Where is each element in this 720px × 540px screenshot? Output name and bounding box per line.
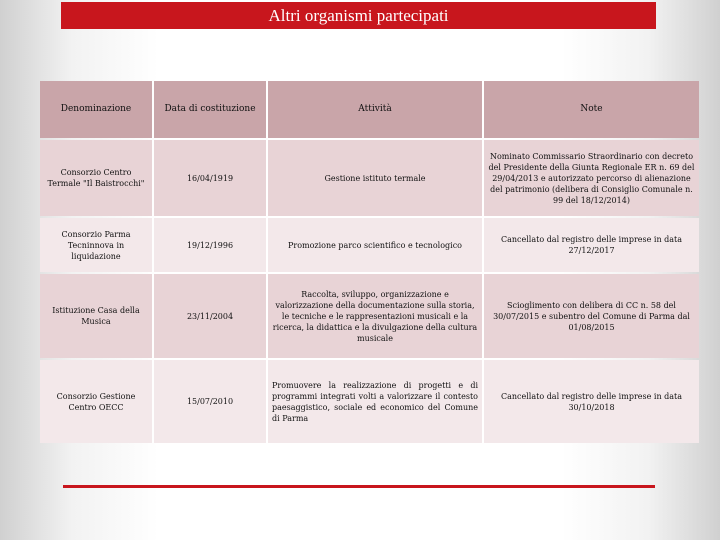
header-note: Note <box>484 81 699 138</box>
table-header-row <box>40 81 699 138</box>
table-row <box>40 140 699 216</box>
header-attivita: Attività <box>268 81 482 138</box>
organismi-table <box>38 79 701 445</box>
cell-attivita: Raccolta, sviluppo, organizzazione e valorizzazione della documentazione sulla storia, le tecniche e le rappresentazioni musicali e la ricerca, la didattica e la divulgazione della cultura musicale <box>268 274 482 358</box>
cell-note: Cancellato dal registro delle imprese in data 27/12/2017 <box>484 218 699 272</box>
page-title: Altri organismi partecipati <box>61 2 656 29</box>
table-row <box>40 274 699 358</box>
cell-denominazione: Consorzio Centro Termale "Il Baistrocchi" <box>40 140 152 216</box>
cell-denominazione: Consorzio Parma Tecninnova in liquidazione <box>40 218 152 272</box>
cell-attivita: Promuovere la realizzazione di progetti e di programmi integrati volti a valorizzare il contesto paesaggistico, sociale ed economico del Comune di Parma <box>268 360 482 443</box>
table-row <box>40 218 699 272</box>
cell-attivita: Gestione istituto termale <box>268 140 482 216</box>
cell-denominazione: Consorzio Gestione Centro OECC <box>40 360 152 443</box>
cell-attivita: Promozione parco scientifico e tecnologico <box>268 218 482 272</box>
cell-data: 16/04/1919 <box>154 140 266 216</box>
header-data-costituzione: Data di costituzione <box>154 81 266 138</box>
cell-data: 23/11/2004 <box>154 274 266 358</box>
cell-data: 19/12/1996 <box>154 218 266 272</box>
cell-note: Scioglimento con delibera di CC n. 58 del 30/07/2015 e subentro del Comune di Parma dal 01/08/2015 <box>484 274 699 358</box>
table-row <box>40 360 699 443</box>
cell-note: Cancellato dal registro delle imprese in data 30/10/2018 <box>484 360 699 443</box>
header-denominazione: Denominazione <box>40 81 152 138</box>
cell-data: 15/07/2010 <box>154 360 266 443</box>
bottom-divider <box>63 485 655 488</box>
cell-note: Nominato Commissario Straordinario con decreto del Presidente della Giunta Regionale ER n. 69 del 29/04/2013 e autorizzato percorso di alienazione del patrimonio (delibera di Consiglio Comunale n. 99 del 18/12/2014) <box>484 140 699 216</box>
cell-denominazione: Istituzione Casa della Musica <box>40 274 152 358</box>
